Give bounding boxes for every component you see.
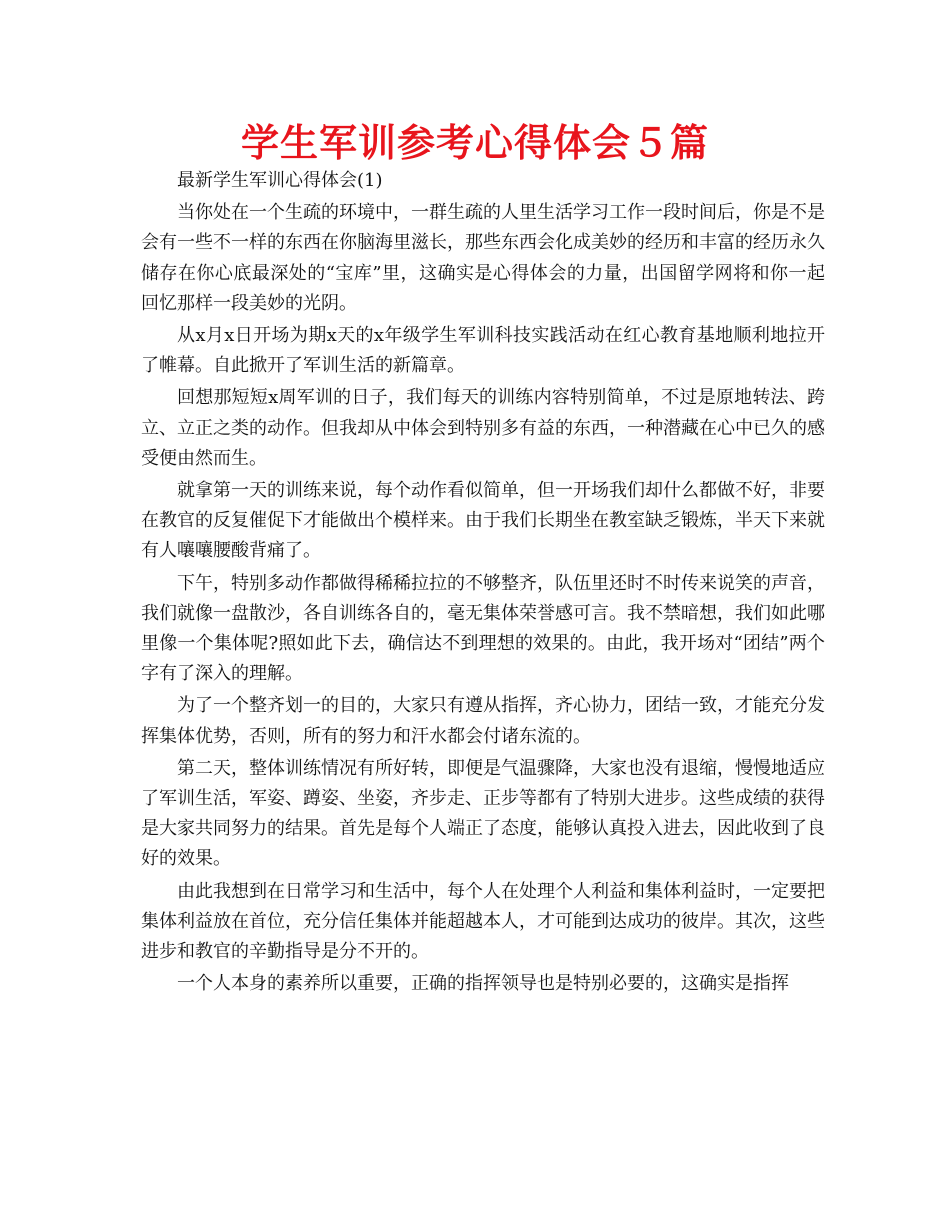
document-title: 学生军训参考心得体会５篇 [240,121,709,165]
paragraph-9: 一个人本身的素养所以重要，正确的指挥领导也是特别必要的，这确实是指挥 [177,973,789,995]
paragraph-5: 下午，特别多动作都做得稀稀拉拉的不够整齐，队伍里还时不时传来说笑的声音，我们就像一盘散沙，各自训练各自的，毫无集体荣誉感可言。我不禁暗想，我们如此哪里像一个集体呢?照如此下去，确信达不到理想的效果的。由此，我开场对“团结”两个字有了深入的理解。 [141,572,825,685]
paragraph-3: 回想那短短x周军训的日子，我们每天的训练内容特别简单，不过是原地转法、跨立、立正之类的动作。但我却从中体会到特别多有益的东西，一种潜藏在心中已久的感受便由然而生。 [141,387,825,469]
paragraph-8: 由此我想到在日常学习和生活中，每个人在处理个人利益和集体利益时，一定要把集体利益放在首位，充分信任集体并能超越本人，才可能到达成功的彼岸。其次，这些进步和教官的辛勤指导是分不开的。 [141,880,825,963]
paragraph-2: 从x月x日开场为期x天的x年级学生军训科技实践活动在红心教育基地顺利地拉开了帷幕。自此掀开了军训生活的新篇章。 [141,325,825,377]
paragraph-7: 第二天，整体训练情况有所好转，即便是气温骤降，大家也没有退缩，慢慢地适应了军训生活，军姿、蹲姿、坐姿，齐步走、正步等都有了特别大进步。这些成绩的获得是大家共同努力的结果。首先是每个人端正了态度，能够认真投入进去，因此收到了良好的效果。 [141,757,825,870]
document-body [141,166,825,999]
paragraph-6: 为了一个整齐划一的目的，大家只有遵从指挥，齐心协力，团结一致，才能充分发挥集体优势，否则，所有的努力和汗水都会付诸东流的。 [141,695,825,747]
paragraph-4: 就拿第一天的训练来说，每个动作看似简单，但一开场我们却什么都做不好，非要在教官的反复催促下才能做出个模样来。由于我们长期坐在教室缺乏锻炼，半天下来就有人嚷嚷腰酸背痛了。 [141,480,825,562]
paragraph-1: 当你处在一个生疏的环境中，一群生疏的人里生活学习工作一段时间后，你是不是会有一些不一样的东西在你脑海里滋长，那些东西会化成美妙的经历和丰富的经历永久储存在你心底最深处的“宝库”里，这确实是心得体会的力量，出国留学网将和你一起回忆那样一段美妙的光阴。 [141,202,825,314]
section-heading: 最新学生军训心得体会(1) [177,170,383,191]
